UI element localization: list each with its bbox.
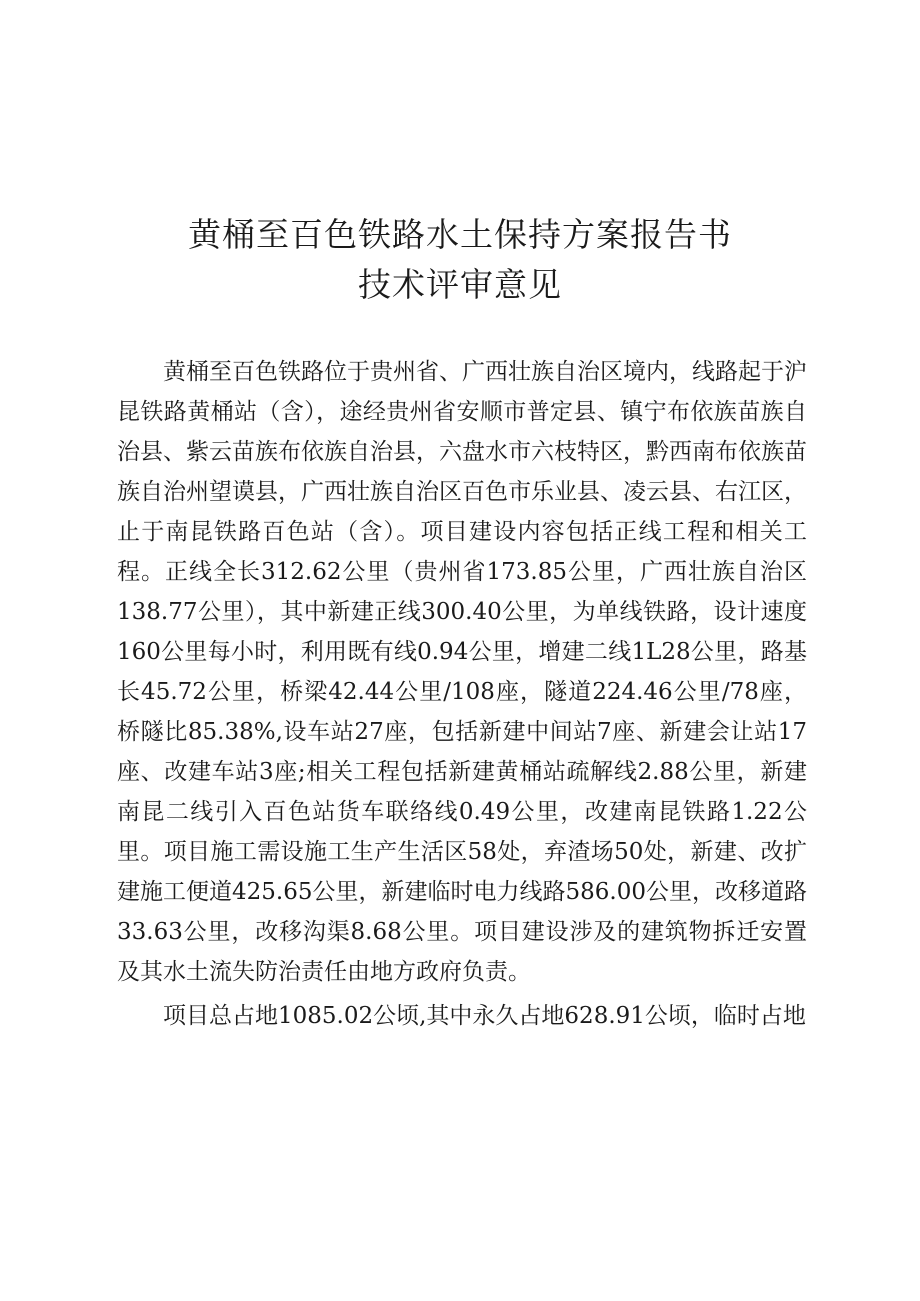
paragraph-land-occupation: 项目总占地1085.02公顷,其中永久占地628.91公顷，临时占地 bbox=[163, 1003, 806, 1029]
title-line-main: 黄桶至百色铁路水土保持方案报告书 bbox=[188, 215, 732, 254]
title-line-sub: 技术评审意见 bbox=[358, 265, 562, 304]
document-title bbox=[0, 210, 920, 310]
document-body bbox=[117, 352, 807, 1036]
paragraph-project-overview: 黄桶至百色铁路位于贵州省、广西壮族自治区境内，线路起于沪昆铁路黄桶站（含），途经贵州省安顺市普定县、镇宁布依族苗族自治县、紫云苗族布依族自治县，六盘水市六枝特区，黔西南布依族苗族自治州望谟县，广西壮族自治区百色市乐业县、凌云县、右江区，止于南昆铁路百色站（含）。项目建设内容包括正线工程和相关工程。正线全长312.62公里（贵州省173.85公里，广西壮族自治区138.77公里），其中新建正线300.40公里，为单线铁路，设计速度160公里每小时，利用既有线0.94公里，增建二线1L28公里，路基长45.72公里，桥梁42.44公里/108座，隧道224.46公里/78座，桥隧比85.38%,设车站27座，包括新建中间站7座、新建会让站17座、改建车站3座;相关工程包括新建黄桶站疏解线2.88公里，新建南昆二线引入百色站货车联络线0.49公里，改建南昆铁路1.22公里。项目施工需设施工生产生活区58处，弃渣场50处，新建、改扩建施工便道425.65公里，新建临时电力线路586.00公里，改移道路33.63公里，改移沟渠8.68公里。项目建设涉及的建筑物拆迁安置及其水土流失防治责任由地方政府负责。 bbox=[117, 359, 807, 985]
